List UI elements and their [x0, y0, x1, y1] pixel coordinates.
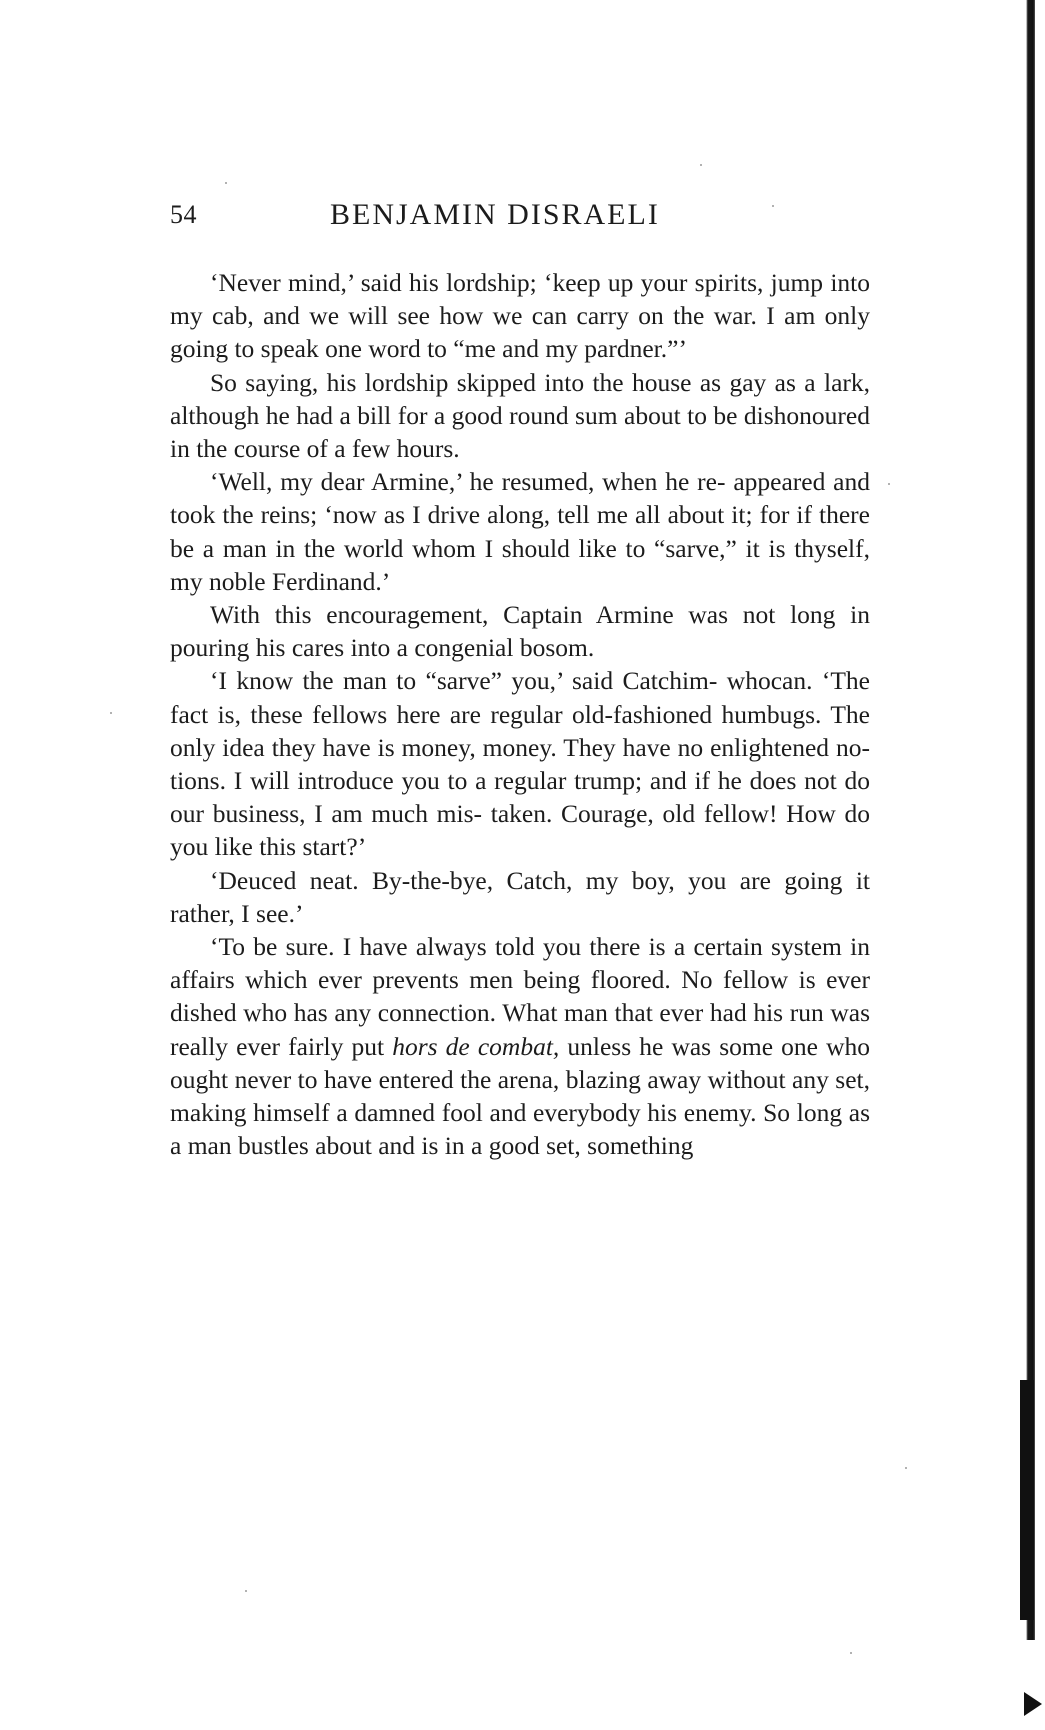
scan-speck — [905, 1467, 907, 1469]
scan-speck — [225, 182, 227, 184]
scan-speck — [700, 164, 702, 166]
scan-speck — [888, 483, 890, 485]
paragraph: So saying, his lordship skipped into the house as gay as a lark, although he had a bill for a good round sum about to be dishonoured in the course of a few hours. — [170, 367, 871, 464]
scan-edge-shadow-lower — [1020, 1380, 1034, 1620]
italic-phrase: hors de combat, — [392, 1031, 560, 1061]
scan-speck — [850, 1652, 852, 1654]
paragraph: ‘Well, my dear Armine,’ he resumed, when he re- appeared and took the reins; ‘now as I drive along, tell me all about it; for if there be a man in the world whom I should like to “sarve,” it is thyself, my noble Ferdinand.’ — [170, 467, 870, 596]
paragraph: ‘Deuced neat. By-the-bye, Catch, my boy, you are going it rather, I see.’ — [170, 865, 870, 928]
scan-corner-mark — [1024, 1692, 1042, 1716]
scan-speck — [772, 205, 774, 207]
paragraph: With this encouragement, Captain Armine was not long in pouring his cares into a congenial bosom. — [170, 600, 870, 663]
paragraph: ‘To be sure. I have always told you there is a certain system in affairs which ever prevents men being floored. No fellow is ever dished who has any connection. What man that ever had his run was really ever fairly put hors de combat, unless he was some one who ought never to have entered the arena, blazing away without any set, making himself a damned fool and everybody his enemy. So long as a man bustles about and is in a good set, something — [170, 932, 870, 1161]
scan-speck — [110, 712, 112, 714]
scan-speck — [245, 1590, 247, 1592]
paragraph: ‘Never mind,’ said his lordship; ‘keep up your spirits, jump into my cab, and we will see how we can carry on the war. I am only going to speak one word to “me and my pardner.”’ — [170, 268, 870, 364]
paragraph: ‘I know the man to “sarve” you,’ said Catchim- whocan. ‘The fact is, these fellows here are regular old-fashioned humbugs. The only idea they have is money, money. They have no enlightened no- tions. I will introduce you to a regular trump; and if he does not do our business, I am much mis- taken. Courage, old fellow! How do you like this start?’ — [170, 666, 870, 862]
page-header — [170, 200, 870, 240]
page-number: 54 — [170, 200, 197, 229]
running-head: BENJAMIN DISRAELI — [330, 198, 660, 231]
body-text — [170, 266, 870, 1162]
